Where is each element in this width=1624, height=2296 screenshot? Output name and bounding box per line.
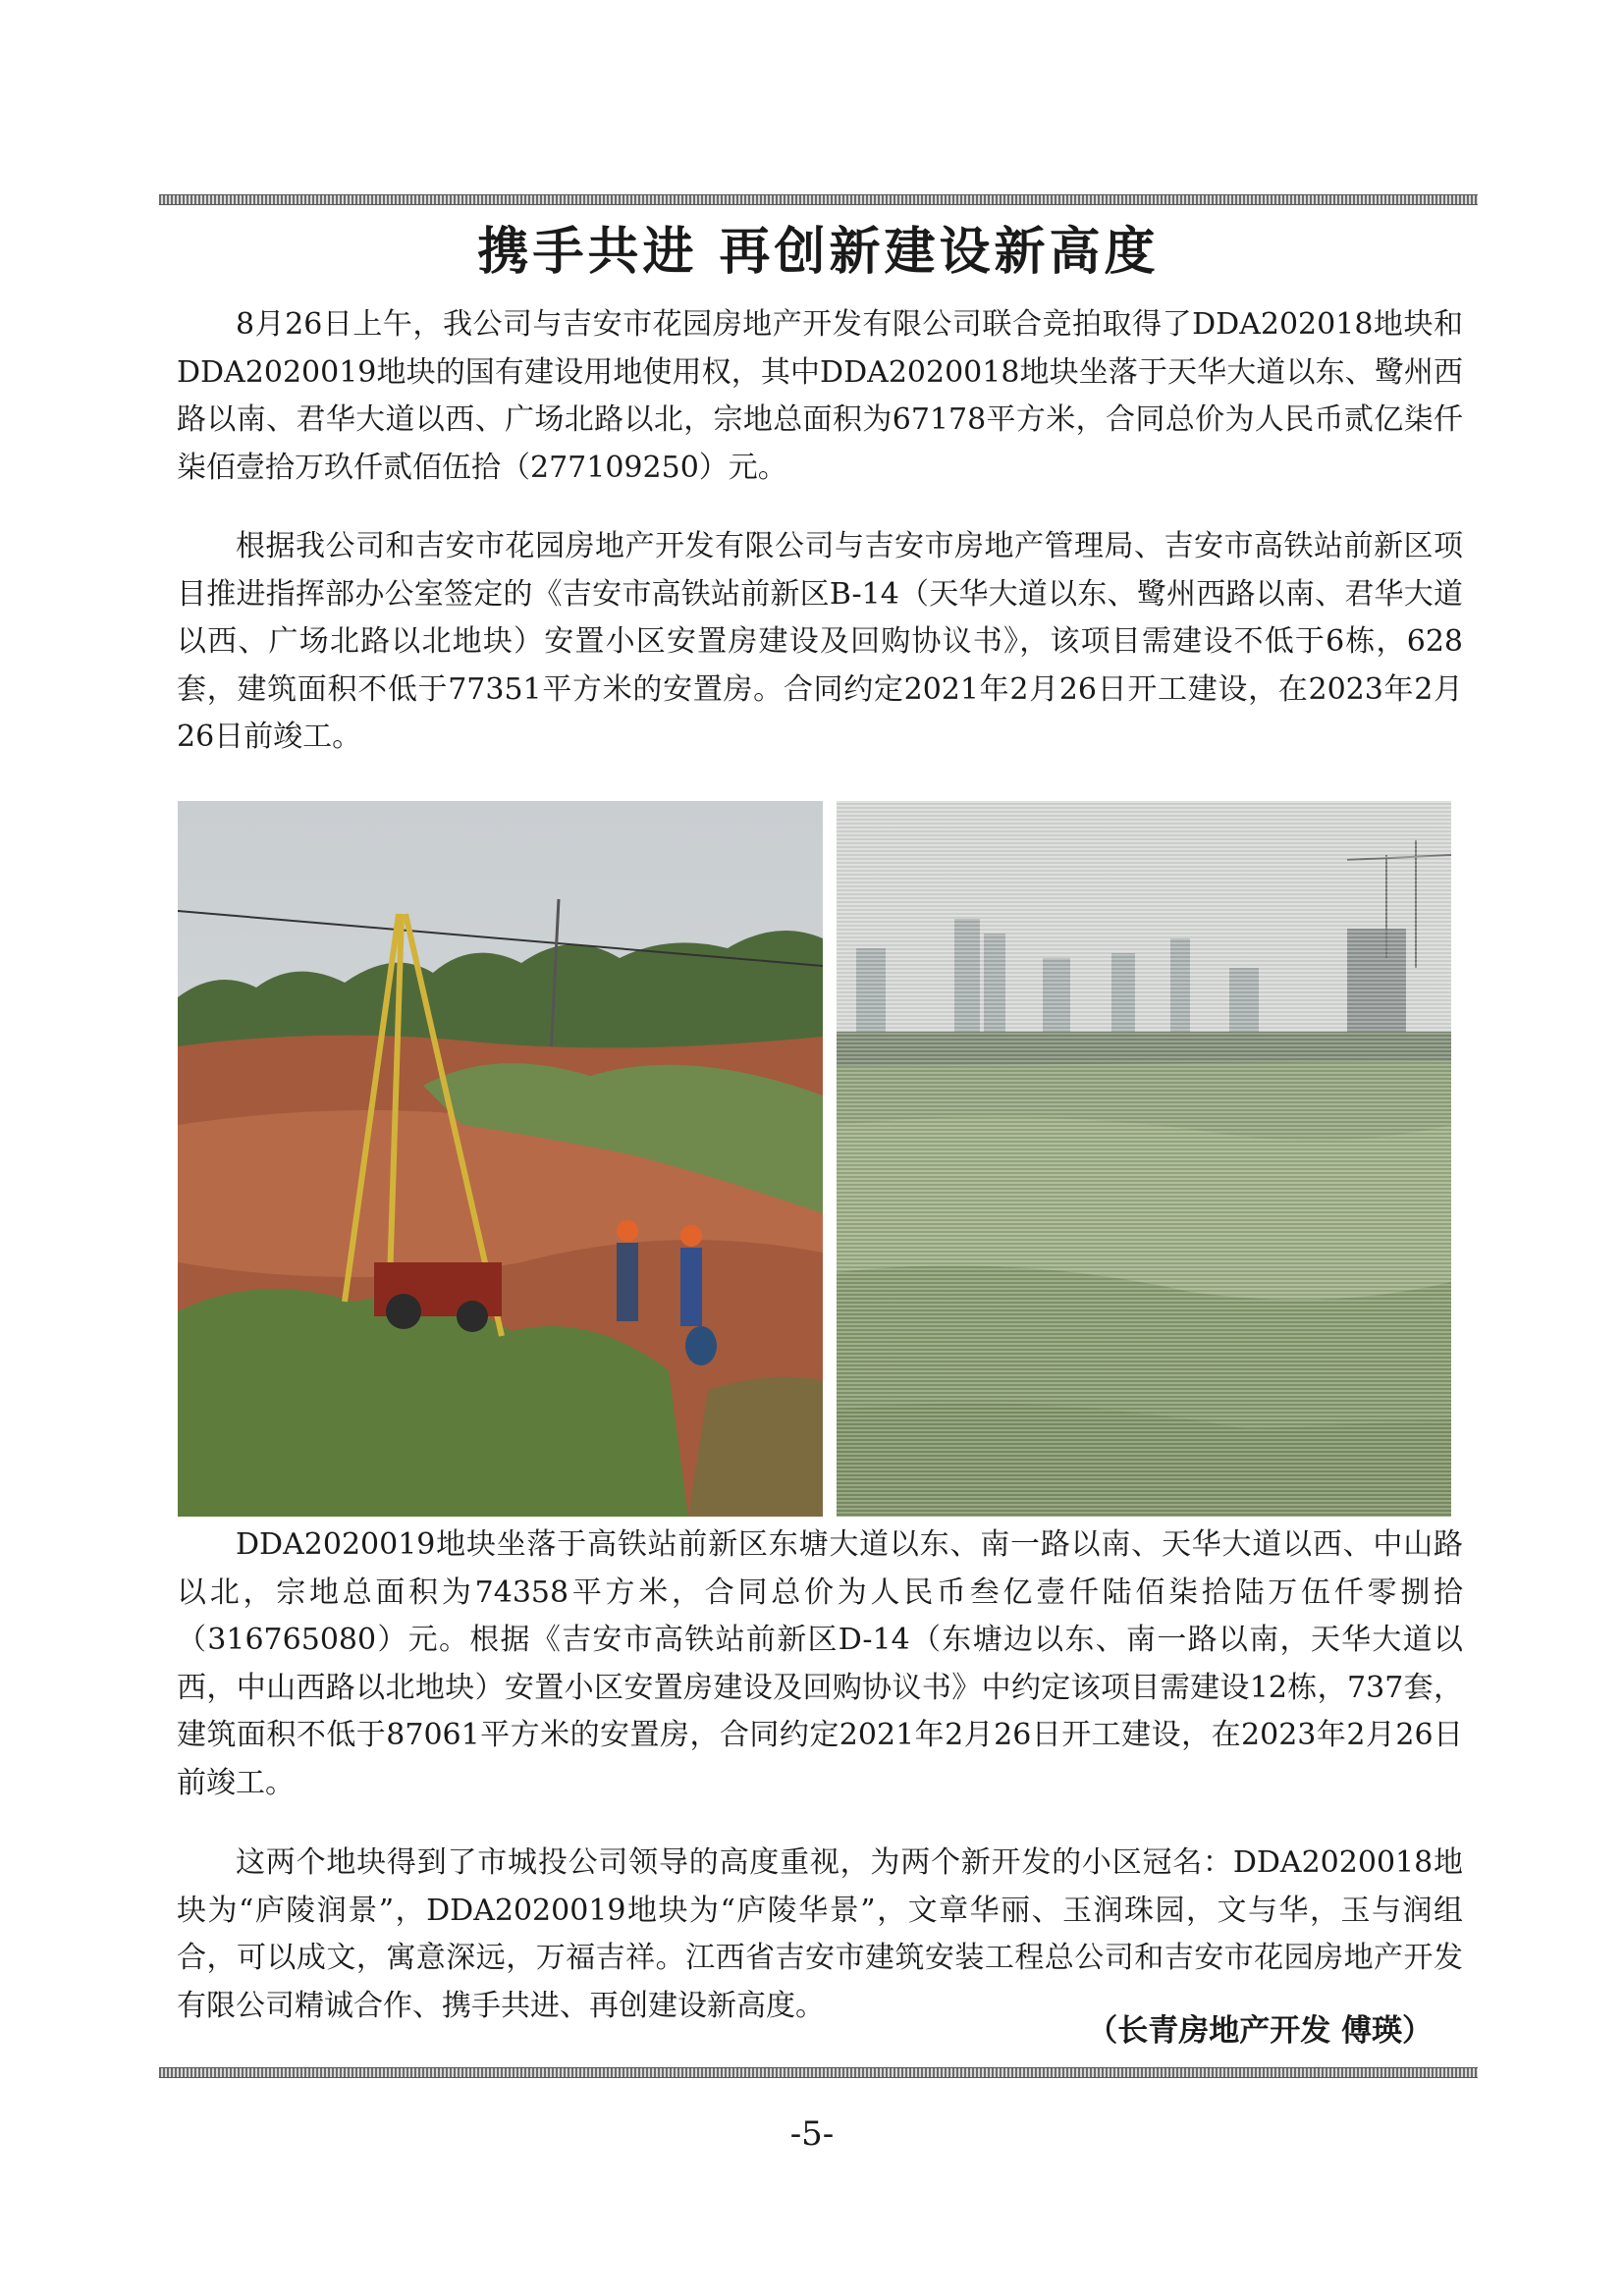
drilling-site-photo <box>178 801 823 1517</box>
article-byline: （长青房地产开发 傅瑛） <box>1087 2013 1433 2049</box>
page-number: -5- <box>789 2114 835 2154</box>
photo-scan-texture <box>837 801 1451 1517</box>
grassland-skyline-photo <box>837 801 1451 1517</box>
paragraph-3: DDA2020019地块坐落于高铁站前新区东塘大道以东、南一路以南、天华大道以西、中山路以北，宗地总面积为74358平方米，合同总价为人民币叁亿壹仟陆佰柒拾陆万伍仟零捌拾（316765080）元。根据《吉安市高铁站前新区D-14（东塘边以东、南一路以南，天华大道以西，中山西路以北地块）安置小区安置房建设及回购协议书》中约定该项目需建设12栋，737套，建筑面积不低于87061平方米的安置房，合同约定2021年2月26日开工建设，在2023年2月26日前竣工。 <box>177 1527 1463 1800</box>
paragraph-1: 8月26日上午，我公司与吉安市花园房地产开发有限公司联合竞拍取得了DDA202018地块和DDA2020019地块的国有建设用地使用权，其中DDA2020018地块坐落于天华大道以东、鹭州西路以南、君华大道以西、广场北路以北，宗地总面积为67178平方米，合同总价为人民币贰亿柒仟柒佰壹拾万玖仟贰佰伍拾（277109250）元。 <box>177 307 1463 485</box>
footer-rule <box>159 2067 1478 2078</box>
article-title: 携手共进 再创新建设新高度 <box>477 222 1160 282</box>
paragraph-2: 根据我公司和吉安市花园房地产开发有限公司与吉安市房地产管理局、吉安市高铁站前新区项目推进指挥部办公室签定的《吉安市高铁站前新区B-14（天华大道以东、鹭州西路以南、君华大道以西、广场北路以北地块）安置小区安置房建设及回购协议书》，该项目需建设不低于6栋，628套，建筑面积不低于77351平方米的安置房。合同约定2021年2月26日开工建设，在2023年2月26日前竣工。 <box>177 529 1463 754</box>
header-rule <box>159 194 1478 205</box>
paragraph-4: 这两个地块得到了市城投公司领导的高度重视，为两个新开发的小区冠名：DDA2020018地块为“庐陵润景”，DDA2020019地块为“庐陵华景”，文章华丽、玉润珠园，文与华，玉与润组合，可以成文，寓意深远，万福吉祥。江西省吉安市建筑安装工程总公司和吉安市花园房地产开发有限公司精诚合作、携手共进、再创建设新高度。 <box>177 1845 1463 2023</box>
